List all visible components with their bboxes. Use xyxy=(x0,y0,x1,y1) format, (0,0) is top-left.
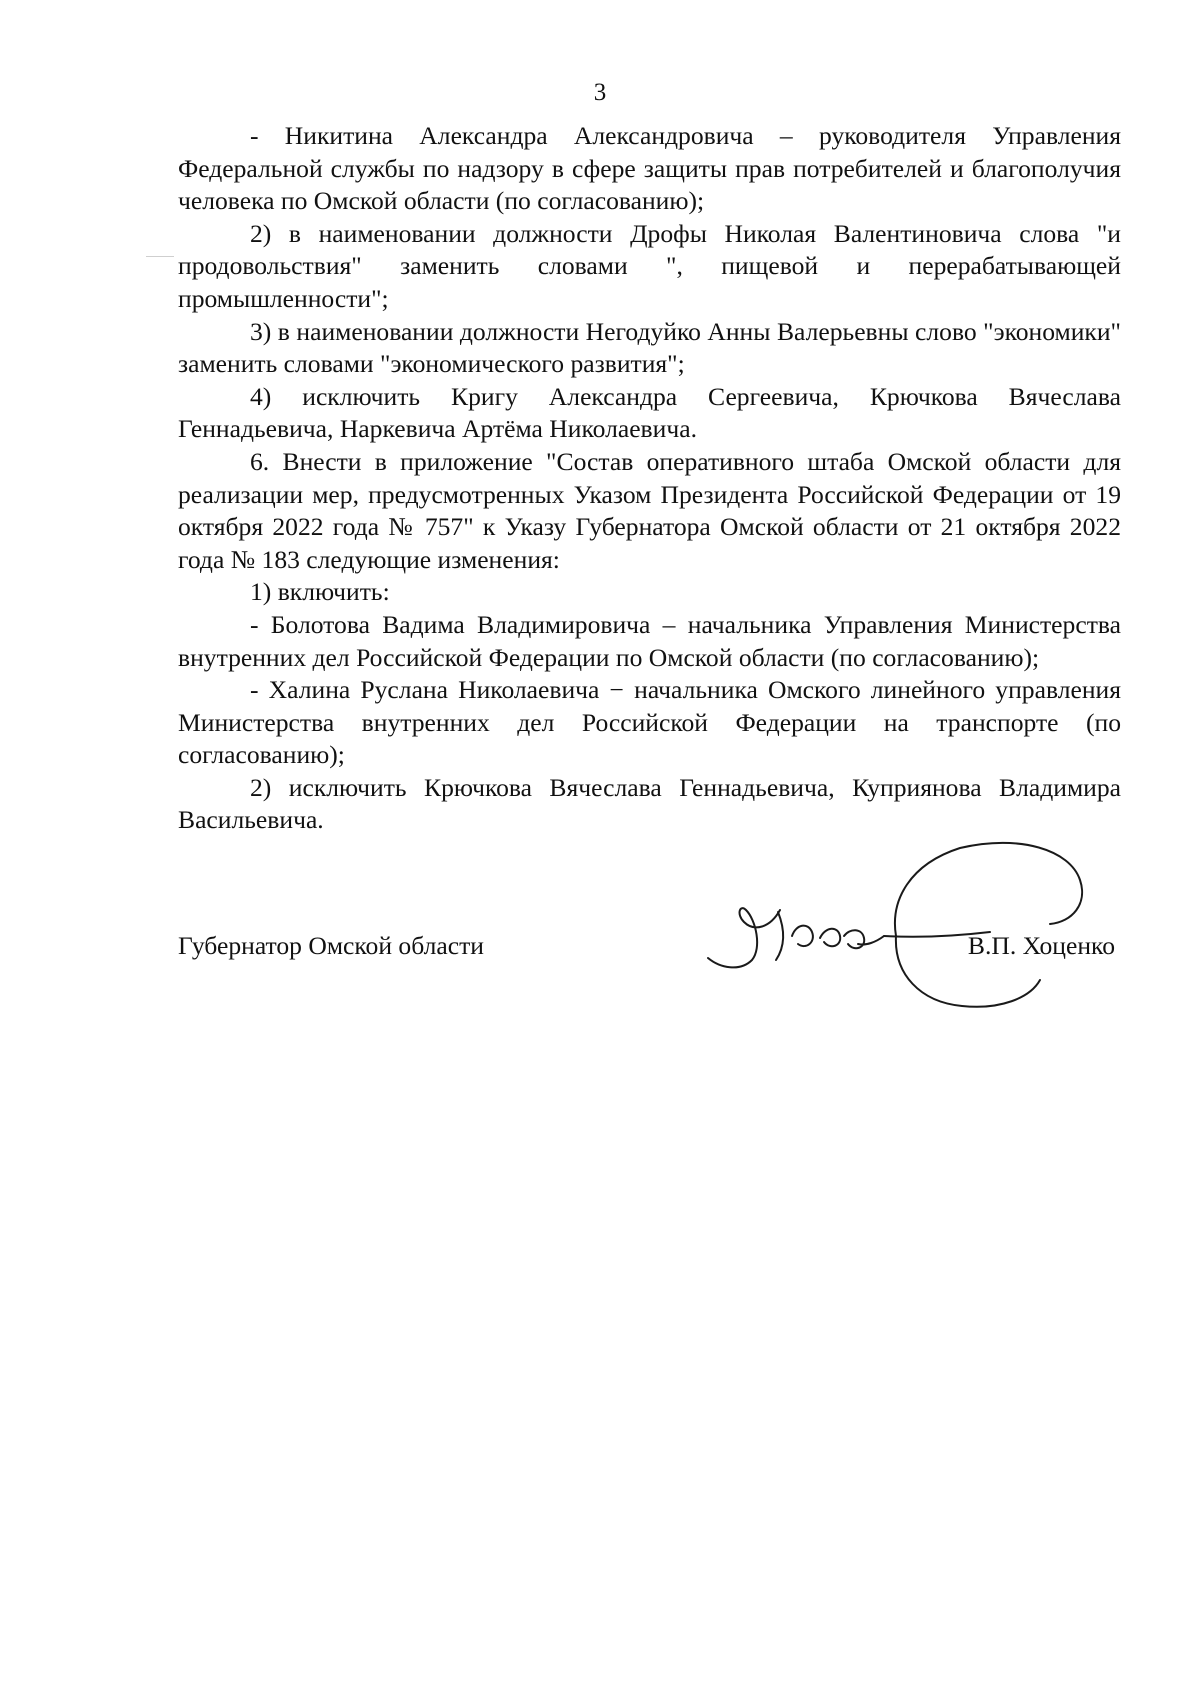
signer-name: В.П. Хоценко xyxy=(967,931,1115,960)
paragraph-exclude-2: 2) исключить Крючкова Вячеслава Геннадьевича, Куприянова Владимира Васильевича. xyxy=(178,772,1121,835)
paragraph-nikitin: - Никитина Александра Александровича – руководителя Управления Федеральной службы по надзору в сфере защиты прав потребителей и благополучия человека по Омской области (по согласованию); xyxy=(178,121,1121,216)
paragraph-item-3-negoduyko: 3) в наименовании должности Негодуйко Анны Валерьевны слово "экономики" заменить словами "экономического развития"; xyxy=(178,316,1121,379)
page-number: 3 xyxy=(593,79,607,106)
paragraph-bolotov: - Болотова Вадима Владимировича – начальника Управления Министерства внутренних дел Российской Федерации по Омской области (по согласованию); xyxy=(178,609,1121,672)
paragraph-section-6: 6. Внести в приложение "Состав оперативного штаба Омской области для реализации мер, предусмотренных Указом Президента Российской Федерации от 19 октября 2022 года № 757" к Указу Губернатора Омской области от 21 октября 2022 года № 183 следующие изменения: xyxy=(178,446,1121,574)
paragraph-item-2-drofa: 2) в наименовании должности Дрофы Николая Валентиновича слова "и продовольствия" заменить словами ", пищевой и перерабатывающей промышленности"; xyxy=(178,218,1121,313)
scan-artifact xyxy=(146,256,174,257)
signer-position: Губернатор Омской области xyxy=(178,931,484,960)
handwritten-signature xyxy=(700,840,1100,1030)
paragraph-include: 1) включить: xyxy=(250,577,390,607)
paragraph-khalin: - Халина Руслана Николаевича − начальника Омского линейного управления Министерства внутренних дел Российской Федерации на транспорте (по согласованию); xyxy=(178,675,1121,770)
document-body xyxy=(178,120,1121,837)
paragraph-item-4-exclude: 4) исключить Кригу Александра Сергеевича, Крючкова Вячеслава Геннадьевича, Наркевича Артёма Николаевича. xyxy=(178,381,1121,444)
